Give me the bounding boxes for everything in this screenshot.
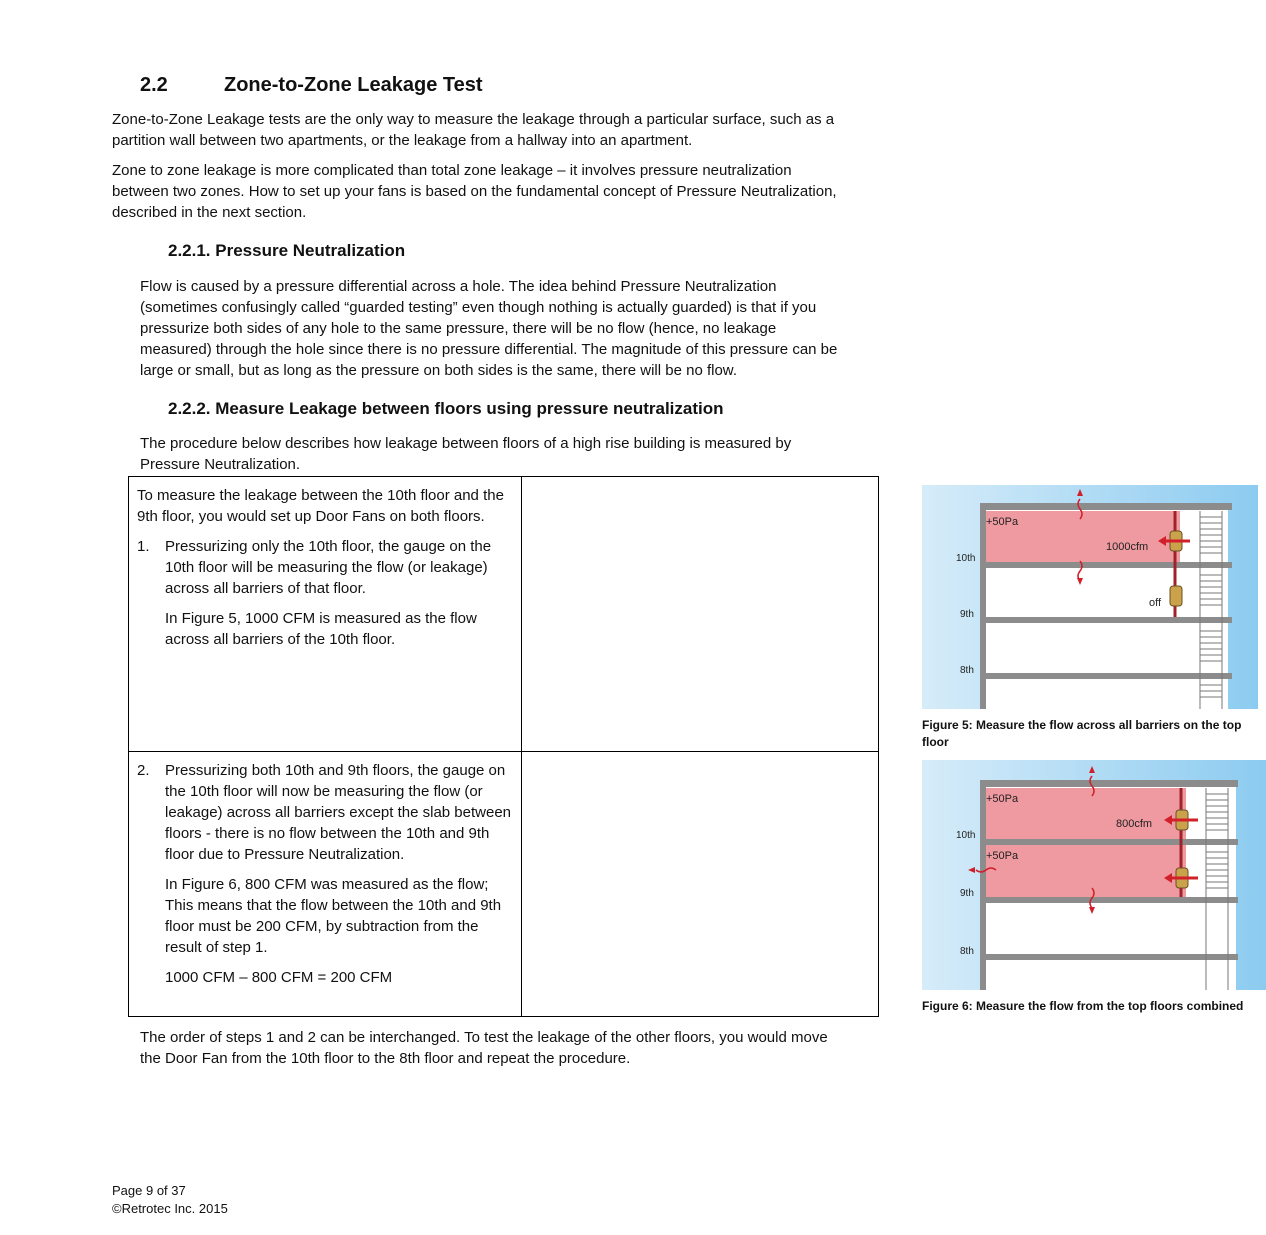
floor-10-label: 10th	[956, 830, 976, 841]
figure-5-illustration	[922, 485, 1258, 709]
roof-slab	[980, 503, 1232, 510]
procedure-row-1-text-cell	[129, 477, 522, 752]
fig6-flow-label: 800cfm	[1116, 818, 1153, 830]
slab-9-8	[980, 617, 1232, 623]
row2-note-2: 1000 CFM – 800 CFM = 200 CFM	[165, 969, 393, 986]
procedure-row-2	[129, 752, 879, 1017]
slab-10-9	[980, 562, 1232, 568]
row2-note-1: In Figure 6, 800 CFM was measured as the flow; This means that the flow between the 10th and 9th floor must be 200 CFM, by subtraction from the result of step 1.	[165, 876, 502, 956]
intro-paragraph-2: Zone to zone leakage is more complicated than total zone leakage – it involves pressure neutralization between two zones. How to set up your fans is based on the fundamental concept of Pressure Neutralization, described in the next section.	[112, 162, 837, 221]
row1-item-number: 1.	[137, 538, 150, 555]
slab-8-7	[980, 673, 1232, 679]
floor-leakage-paragraph: The procedure below describes how leakage between floors of a high rise building is measured by Pressure Neutralization.	[140, 435, 792, 473]
row1-intro: To measure the leakage between the 10th floor and the 9th floor, you would set up Door Fans on both floors.	[137, 487, 504, 525]
figure-6-caption: Figure 6: Measure the flow from the top floors combined	[922, 999, 1244, 1013]
row1-item-text: Pressurizing only the 10th floor, the gauge on the 10th floor will be measuring the flow (or leakage) across all barriers of that floor.	[165, 538, 492, 597]
floor-9-label: 9th	[960, 888, 974, 899]
subsection-heading-floor-leakage: 2.2.2. Measure Leakage between floors using pressure neutralization	[168, 399, 724, 418]
fig5-pressure-label: +50Pa	[986, 516, 1019, 528]
subsection-heading-pressure-neutralization: 2.2.1. Pressure Neutralization	[168, 241, 406, 260]
section-title: Zone-to-Zone Leakage Test	[224, 74, 483, 96]
figure-6-illustration	[922, 760, 1266, 990]
slab-10-9	[980, 839, 1238, 845]
fig6-pressure-top-label: +50Pa	[986, 793, 1019, 805]
procedure-row-2-text-cell	[129, 752, 522, 1017]
fig5-flow-label: 1000cfm	[1106, 541, 1149, 553]
slab-9-8	[980, 897, 1238, 903]
floor-8-label: 8th	[960, 665, 974, 676]
copyright: ©Retrotec Inc. 2015	[112, 1201, 228, 1216]
procedure-row-1-figure-cell	[522, 477, 1242, 752]
row2-item-text: Pressurizing both 10th and 9th floors, the gauge on the 10th floor will now be measuring the flow (or leakage) across all barriers except the slab between floors - there is no flow between the 10th and 9th floor due to Pressure Neutralization.	[165, 762, 512, 863]
roof-slab	[980, 780, 1238, 787]
floor-8-label: 8th	[960, 946, 974, 957]
page-number: Page 9 of 37	[112, 1183, 186, 1198]
intro-paragraph-1: Zone-to-Zone Leakage tests are the only way to measure the leakage through a particular surface, such as a partition wall between two apartments, or the leakage from a hallway into an apartment.	[112, 111, 835, 149]
floor-10-label: 10th	[956, 553, 976, 564]
fig5-off-label: off	[1149, 597, 1162, 609]
row1-list-item	[129, 527, 521, 599]
row2-list-item	[129, 752, 521, 865]
fig6-pressure-mid-label: +50Pa	[986, 850, 1019, 862]
pressure-neutralization-paragraph: Flow is caused by a pressure differential across a hole. The idea behind Pressure Neutralization (sometimes confusingly called “guarded testing” even though nothing is actually guarded) is that if you pressurize both sides of any hole to the same pressure, there will be no flow (hence, no leakage measured) through the hole since there is no pressure differential. The magnitude of this pressure can be large or small, but as long as the pressure on both sides is the same, there will be no flow.	[140, 278, 838, 379]
closing-paragraph: The order of steps 1 and 2 can be interchanged. To test the leakage of the other floors, you would move the Door Fan from the 10th floor to the 8th floor and repeat the procedure.	[140, 1029, 828, 1067]
procedure-row-2-figure-cell	[522, 752, 1244, 1017]
procedure-table	[128, 476, 1244, 1017]
procedure-row-1	[129, 477, 879, 752]
figure-5-caption: Figure 5: Measure the flow across all barriers on the top floor	[922, 718, 1242, 749]
building-wall	[980, 780, 986, 990]
floor-9-label: 9th	[960, 609, 974, 620]
slab-8-7	[980, 954, 1238, 960]
page-footer	[112, 1182, 228, 1218]
row1-note: In Figure 5, 1000 CFM is measured as the flow across all barriers of the 10th floor.	[165, 610, 477, 648]
section-heading	[140, 74, 483, 97]
section-number: 2.2	[140, 74, 168, 96]
door-fan-9-icon	[1170, 586, 1182, 606]
row2-item-number: 2.	[137, 762, 150, 779]
building-wall	[980, 503, 986, 709]
